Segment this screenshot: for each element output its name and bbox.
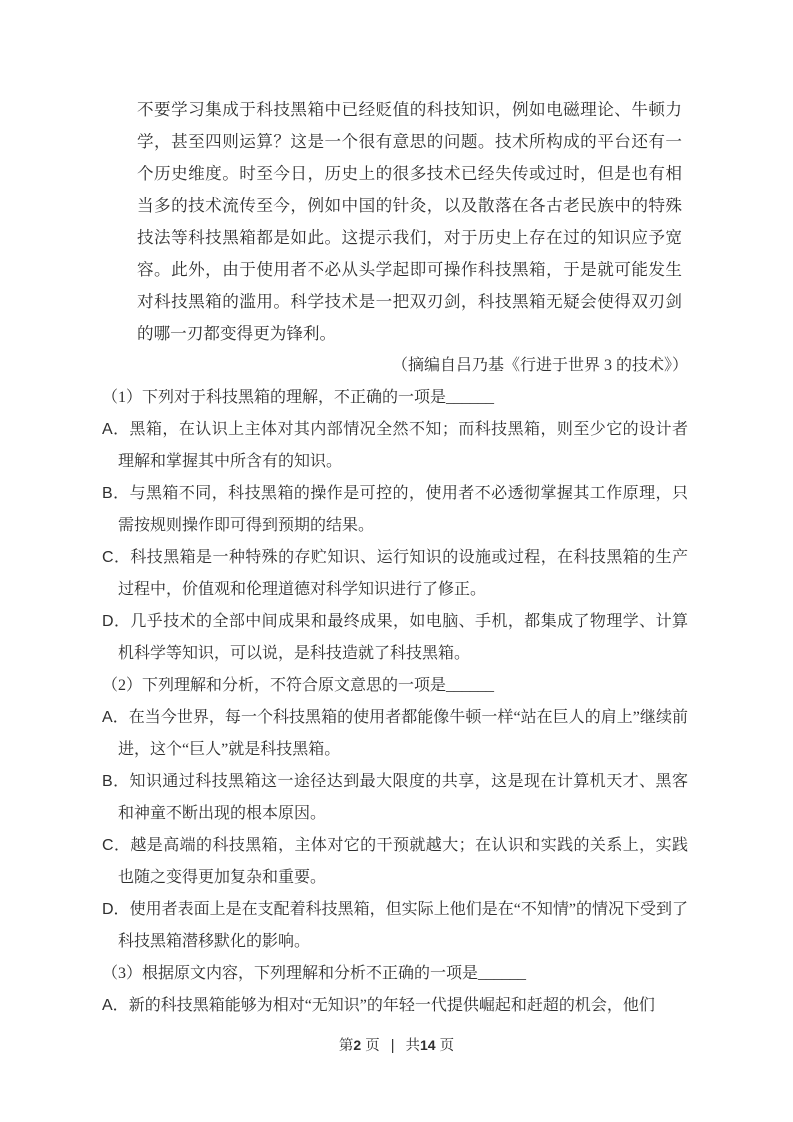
total-page-number: 14: [420, 1037, 436, 1053]
answer-blank: ______: [446, 677, 495, 694]
question-3-option-a: [102, 990, 688, 1022]
question-3-prompt: [102, 958, 688, 990]
footer-separator: |: [390, 1038, 395, 1054]
option-text: 越是高端的科技黑箱，主体对它的干预就越大；在认识和实践的关系上，实践也随之变得更加复杂和重要。: [118, 837, 688, 886]
question-2-option-d: [102, 894, 688, 958]
question-1-prompt: [102, 382, 688, 414]
option-label: A．: [102, 997, 129, 1014]
option-text: 几乎技术的全部中间成果和最终成果，如电脑、手机，都集成了物理学、计算机科学等知识，可以说，是科技造就了科技黑箱。: [118, 613, 688, 662]
option-text: 科技黑箱是一种特殊的存贮知识、运行知识的设施或过程，在科技黑箱的生产过程中，价值观和伦理道德对科学知识进行了修正。: [118, 549, 688, 598]
option-label: C．: [102, 837, 131, 854]
answer-blank: ______: [446, 389, 495, 406]
passage-paragraph: 不要学习集成于科技黑箱中已经贬值的科技知识，例如电磁理论、牛顿力学，甚至四则运算？这是一个很有意思的问题。技术所构成的平台还有一个历史维度。时至今日，历史上的很多技术已经失传或过时，但是也有相当多的技术流传至今，例如中国的针灸，以及散落在各古老民族中的特殊技法等科技黑箱都是如此。这提示我们，对于历史上存在过的知识应予宽容。此外，由于使用者不必从头学起即可操作科技黑箱，于是就可能发生对科技黑箱的滥用。科学技术是一把双刃剑，科技黑箱无疑会使得双刃剑的哪一刃都变得更为锋利。: [137, 100, 682, 343]
passage-attribution: （摘编自吕乃基《行进于世界 3 的技术》）: [391, 357, 688, 374]
option-text: 知识通过科技黑箱这一途径达到最大限度的共享，这是现在计算机天才、黑客和神童不断出现的根本原因。: [118, 773, 688, 822]
question-3: [102, 958, 688, 1022]
footer-total-label: 共14 页: [405, 1037, 455, 1054]
option-label: D．: [102, 613, 131, 630]
option-label: B．: [102, 485, 130, 502]
option-text: 新的科技黑箱能够为相对“无知识”的年轻一代提供崛起和赶超的机会，他们: [128, 997, 655, 1014]
question-text: 根据原文内容，下列理解和分析不正确的一项是: [142, 965, 479, 982]
option-label: C．: [102, 549, 131, 566]
question-number: （1）: [102, 389, 143, 406]
question-1-option-b: [102, 478, 688, 542]
question-2-option-a: [102, 702, 688, 766]
option-text: 使用者表面上是在支配着科技黑箱，但实际上他们是在“不知情”的情况下受到了科技黑箱潜移默化的影响。: [118, 901, 688, 950]
question-2-prompt: [102, 670, 688, 702]
question-text: 下列理解和分析，不符合原文意思的一项是: [142, 677, 447, 694]
question-1-option-c: [102, 542, 688, 606]
question-2-option-b: [102, 766, 688, 830]
option-label: D．: [102, 901, 130, 918]
question-number: （2）: [102, 677, 143, 694]
question-1-option-a: [102, 414, 688, 478]
current-page-number: 2: [353, 1037, 362, 1053]
option-label: A．: [102, 709, 129, 726]
option-label: A．: [102, 421, 130, 438]
footer-page-label: 第2 页: [338, 1037, 380, 1054]
question-2-option-c: [102, 830, 688, 894]
question-text: 下列对于科技黑箱的理解，不正确的一项是: [142, 389, 447, 406]
option-text: 与黑箱不同，科技黑箱的操作是可控的，使用者不必透彻掌握其工作原理，只需按规则操作即可得到预期的结果。: [118, 485, 688, 534]
question-2: [102, 670, 688, 958]
page-content: [102, 94, 688, 1022]
page-footer: [0, 1034, 793, 1057]
option-text: 在当今世界，每一个科技黑箱的使用者都能像牛顿一样“站在巨人的肩上”继续前进，这个“巨人”就是科技黑箱。: [118, 709, 688, 758]
answer-blank: ______: [478, 965, 527, 982]
question-number: （3）: [102, 965, 143, 982]
option-label: B．: [102, 773, 130, 790]
option-text: 黑箱，在认识上主体对其内部情况全然不知；而科技黑箱，则至少它的设计者理解和掌握其中所含有的知识。: [118, 421, 688, 470]
question-1: [102, 382, 688, 670]
question-1-option-d: [102, 606, 688, 670]
